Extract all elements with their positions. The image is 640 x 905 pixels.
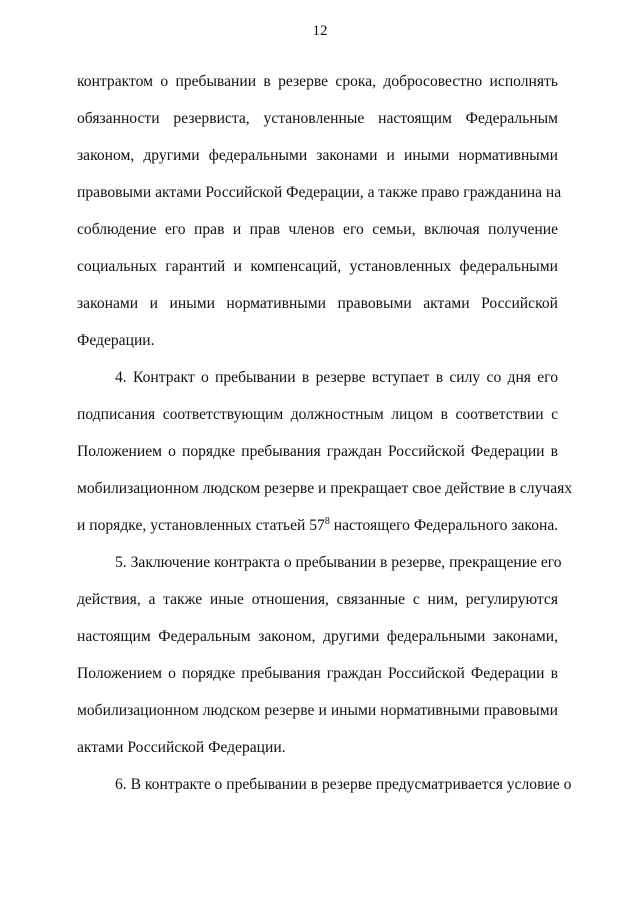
text-line: Федерации. — [77, 332, 155, 349]
text-line: настоящим Федеральным законом, другими федеральными законами, — [77, 628, 558, 645]
text-line: 5. Заключение контракта о пребывании в резерве, прекращение его — [115, 554, 562, 571]
text-line: 4. Контракт о пребывании в резерве вступает в силу со дня его — [115, 369, 558, 386]
page-number: 12 — [312, 23, 328, 39]
text-line — [77, 507, 558, 544]
text-line: мобилизационном людском резерве и иными нормативными правовыми — [77, 702, 558, 719]
text-line: Положением о порядке пребывания граждан Российской Федерации в — [77, 443, 558, 460]
paragraph-4 — [77, 359, 573, 544]
paragraph-6 — [77, 766, 572, 803]
text-line: Положением о порядке пребывания граждан Российской Федерации в — [77, 665, 558, 682]
text-line: 6. В контракте о пребывании в резерве предусматривается условие о — [115, 776, 572, 793]
text-line: обязанности резервиста, установленные настоящим Федеральным — [77, 110, 558, 127]
text-line: действия, а также иные отношения, связанные с ним, регулируются — [77, 591, 558, 608]
text-line: социальных гарантий и компенсаций, установленных федеральными — [77, 258, 558, 275]
text-fragment: настоящего Федерального закона. — [329, 517, 559, 534]
text-line: мобилизационном людском резерве и прекращает свое действие в случаях — [77, 480, 573, 497]
text-line: подписания соответствующим должностным лицом в соответствии с — [77, 406, 558, 423]
text-line: соблюдение его прав и прав членов его семьи, включая получение — [77, 221, 558, 238]
text-line: актами Российской Федерации. — [77, 739, 286, 756]
document-body — [77, 63, 573, 803]
text-line: законом, другими федеральными законами и иными нормативными — [77, 147, 558, 164]
paragraph-5 — [77, 544, 562, 766]
text-line: законами и иными нормативными правовыми актами Российской — [77, 295, 558, 312]
text-line: контрактом о пребывании в резерве срока, добросовестно исполнять — [77, 73, 558, 90]
text-line: правовыми актами Российской Федерации, а также право гражданина на — [77, 184, 562, 201]
superscript: 8 — [324, 516, 330, 527]
text-fragment: и порядке, установленных статьей 57 — [77, 517, 325, 534]
paragraph-continuation — [77, 63, 562, 359]
